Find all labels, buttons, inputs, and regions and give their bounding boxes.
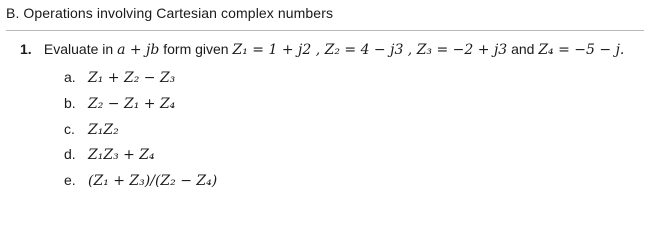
last-given-value: Z₄ = −5 − j.: [538, 42, 625, 58]
subquestion-d: [64, 146, 155, 163]
subquestion-a: [64, 69, 175, 86]
subquestion-expression: (Z₁ + Z₃)/(Z₂ − Z₄): [88, 173, 218, 189]
subquestion-c: [64, 121, 119, 138]
section-divider: [6, 30, 644, 31]
form-expression: a + jb: [117, 42, 160, 58]
subquestion-label: a.: [64, 69, 76, 85]
subquestion-expression: Z₁Z₃ + Z₄: [88, 147, 155, 163]
subquestion-expression: Z₂ − Z₁ + Z₄: [88, 96, 176, 112]
question-prompt: Evaluate in: [43, 41, 114, 57]
subquestion-label: d.: [64, 146, 76, 162]
subquestion-label: c.: [64, 121, 75, 137]
section-heading: B. Operations involving Cartesian complex numbers: [6, 5, 334, 21]
subquestion-b: [64, 95, 175, 112]
question-number: 1.: [20, 41, 32, 57]
subquestion-e: [64, 172, 217, 189]
subquestion-expression: Z₁ + Z₂ − Z₃: [88, 70, 176, 86]
subquestion-label: b.: [64, 95, 76, 111]
given-values: Z₁ = 1 + j2 , Z₂ = 4 − j3 , Z₃ = −2 + j3: [232, 42, 508, 58]
question-1: [20, 41, 624, 58]
form-text: form given: [163, 41, 229, 57]
subquestion-label: e.: [64, 172, 76, 188]
conjunction: and: [511, 41, 535, 57]
subquestion-expression: Z₁Z₂: [88, 122, 119, 138]
